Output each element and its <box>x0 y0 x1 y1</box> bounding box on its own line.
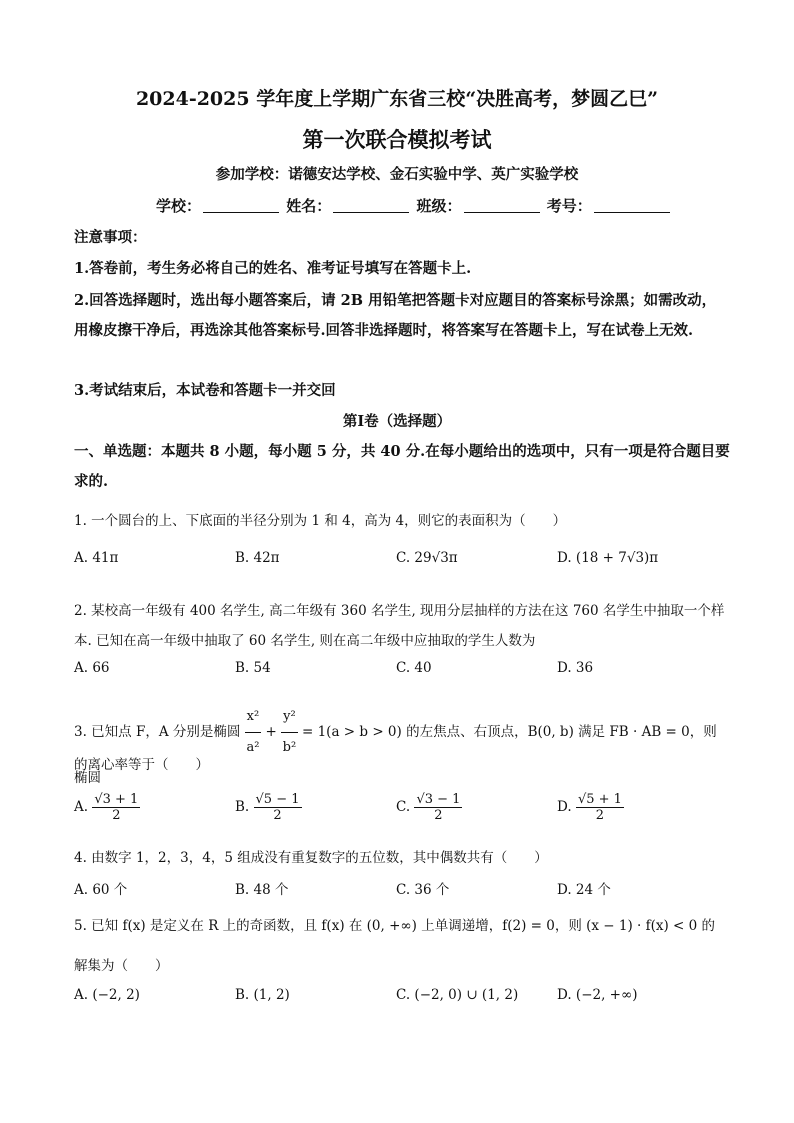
q3-frac-x-den: a² <box>246 740 260 755</box>
q3-frac-y-den: b² <box>282 740 297 755</box>
exam-title-line1: 2024-2025 学年度上学期广东省三校“决胜高考，梦圆乙巳” <box>135 88 659 110</box>
q3-stem-part-b: = 1(a > b > 0) 的左焦点、右顶点，B(0, b) 满足 <box>297 724 610 740</box>
q5-option-b[interactable]: B. (1, 2) <box>235 987 290 1003</box>
q3-stem-part-c: ，则椭圆 <box>74 724 717 786</box>
q3-option-b-fraction <box>254 792 302 823</box>
q1-option-a[interactable]: A. 41π <box>74 550 119 566</box>
q3-vector-condition: FB · AB = 0 <box>609 724 690 740</box>
q2-option-b[interactable]: B. 54 <box>235 660 271 676</box>
notice-item-1: 1.答卷前，考生务必将自己的姓名、准考证号填写在答题卡上. <box>74 260 472 277</box>
q3-option-c[interactable] <box>396 792 462 823</box>
q3-option-a-num: √3 + 1 <box>94 792 139 807</box>
question-2-stem: 2. 某校高一年级有 400 名学生, 高二年级有 360 名学生, 现用分层抽样的方法在这 760 名学生中抽取一个样本. 已知在高一年级中抽取了 60 名学生, 则在高二年级中应抽取的学生人数为 <box>74 603 725 649</box>
class-blank[interactable] <box>464 198 540 213</box>
q3-option-b[interactable] <box>235 792 302 823</box>
q2-option-d[interactable]: D. 36 <box>557 660 594 676</box>
exam-title-line2: 第一次联合模拟考试 <box>302 127 492 152</box>
q3-option-a-label: A. <box>74 799 89 815</box>
q3-option-d-den: 2 <box>595 808 605 823</box>
question-1-stem: 1. 一个圆台的上、下底面的半径分别为 1 和 4，高为 4，则它的表面积为（ ） <box>74 513 567 529</box>
question-3-stem: 3. 已知点 F，A 分别是椭圆 $\frac{\text{x²}}{\text{a²}}$ + $\frac{\text{y²}}{\text{b²}}$ = 1(a > b > 0) 的左焦点、右顶点，B(0, b) 满足 FB · AB = 0，则椭圆 <box>74 702 730 793</box>
name-label: 姓名： <box>286 197 332 215</box>
notice-item-3: 3.考试结束后，本试卷和答题卡一并交回 <box>74 382 336 399</box>
q3-option-b-label: B. <box>235 799 250 815</box>
school-blank[interactable] <box>203 198 279 213</box>
q3-option-b-num: √5 − 1 <box>255 792 300 807</box>
q3-option-a-den: 2 <box>112 808 121 823</box>
exam-number-blank[interactable] <box>594 198 670 213</box>
q3-option-a-fraction <box>92 792 140 823</box>
question-3-stem-line2: 的离心率等于（ ） <box>74 757 209 773</box>
q3-option-b-den: 2 <box>273 808 282 823</box>
q5-option-d[interactable]: D. (−2, +∞) <box>557 987 638 1003</box>
section-heading: 一、单选题：本题共 8 小题，每小题 5 分，共 40 分.在每小题给出的选项中，只有一项是符合题目要求的. <box>74 443 730 490</box>
question-5-stem: 5. 已知 f(x) 是定义在 R 上的奇函数，且 f(x) 在 (0, +∞) 上单调递增，f(2) = 0，则 (x − 1) · f(x) < 0 的 <box>74 918 716 934</box>
name-blank[interactable] <box>333 198 409 213</box>
school-label: 学校： <box>156 197 202 215</box>
q2-option-a[interactable]: A. 66 <box>74 660 110 676</box>
q5-option-a[interactable]: A. (−2, 2) <box>74 987 140 1003</box>
notice-heading: 注意事项： <box>74 229 147 246</box>
q3-option-d[interactable] <box>557 792 624 823</box>
q1-option-b[interactable]: B. 42π <box>235 550 280 566</box>
q3-option-c-fraction <box>414 792 462 823</box>
q3-frac-x-num: x² <box>245 702 262 733</box>
q1-option-d[interactable]: D. (18 + 7√3)π <box>557 550 659 566</box>
q5-option-c[interactable]: C. (−2, 0) ∪ (1, 2) <box>396 987 519 1003</box>
part-title: 第Ⅰ卷（选择题） <box>342 413 452 430</box>
q4-option-a[interactable]: A. 60 个 <box>74 882 128 898</box>
q1-option-c[interactable]: C. 29√3π <box>396 550 458 566</box>
notice-item-2: 2.回答选择题时，选出每小题答案后，请 2B 用铅笔把答题卡对应题目的答案标号涂黑；如需改动，用橡皮擦干净后，再选涂其他答案标号.回答非选择题时，将答案写在答题卡上，写在试卷上无效. <box>74 292 717 339</box>
q3-option-a[interactable] <box>74 792 140 823</box>
q2-option-c[interactable]: C. 40 <box>396 660 432 676</box>
q4-option-b[interactable]: B. 48 个 <box>235 882 289 898</box>
q4-option-c[interactable]: C. 36 个 <box>396 882 450 898</box>
exam-number-label: 考号： <box>546 197 592 215</box>
q3-option-d-num: √5 + 1 <box>577 792 622 807</box>
participating-schools: 参加学校：诺德安达学校、金石实验中学、英广实验学校 <box>215 166 579 183</box>
question-5-stem-line2: 解集为（ ） <box>74 958 169 974</box>
q3-option-d-label: D. <box>557 799 572 815</box>
q4-option-d[interactable]: D. 24 个 <box>557 882 611 898</box>
q3-option-c-den: 2 <box>434 808 443 823</box>
q3-option-c-label: C. <box>396 799 411 815</box>
q3-option-c-num: √3 − 1 <box>416 792 461 807</box>
class-label: 班级： <box>416 197 462 215</box>
q3-frac-y-num: y² <box>281 702 298 733</box>
q3-stem-part-a: 3. 已知点 F，A 分别是椭圆 <box>74 724 245 740</box>
question-4-stem: 4. 由数字 1，2，3，4，5 组成没有重复数字的五位数，其中偶数共有（ ） <box>74 850 548 866</box>
q3-option-d-fraction <box>576 792 624 823</box>
student-info-row <box>156 195 672 216</box>
